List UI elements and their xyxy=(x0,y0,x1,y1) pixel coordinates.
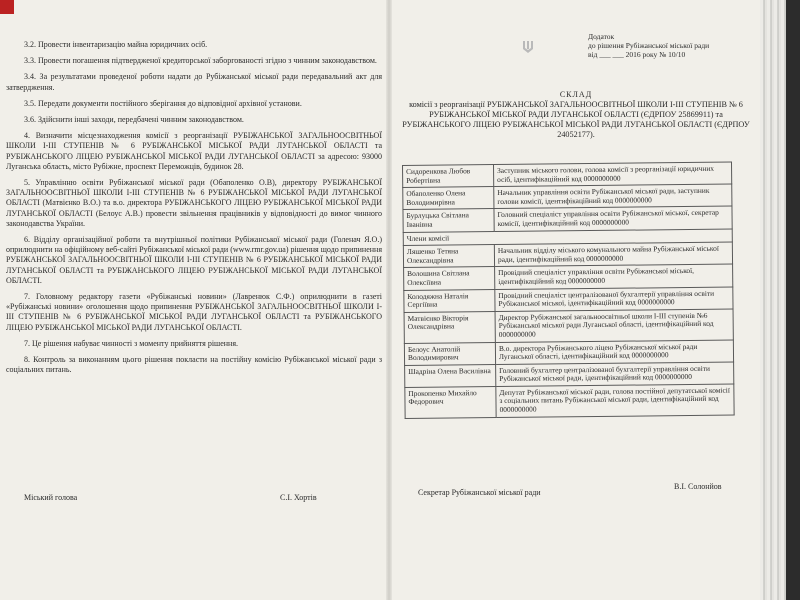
paragraph-3-5: 3.5. Передати документи постійного зберігання до відповідної архівної установи. xyxy=(24,98,302,108)
addendum-title: Додаток xyxy=(588,32,615,41)
member-role: Начальник відділу міського комунального майна Рубіжанської міської ради, ідентифікаційний код 0000000000 xyxy=(494,242,732,267)
member-name: Прокопенко Михайло Федорович xyxy=(405,386,496,418)
member-role: Заступник міського голови, голова комісії з реорганізації юридичних осіб, ідентифікаційний код 0000000000 xyxy=(494,162,732,187)
left-page xyxy=(6,40,382,381)
member-role: Депутат Рубіжанської міської ради, голова постійної депутатської комісії з соціальних питань Рубіжанської міської ради, ідентифікаційний код 0000000000 xyxy=(496,384,734,417)
page-edge-stack xyxy=(760,0,800,600)
composition-title-block xyxy=(398,90,754,140)
background-shadow xyxy=(786,0,800,600)
trident-emblem-icon xyxy=(522,40,534,54)
paragraph-3-2: 3.2. Провести інвентаризацію майна юридичних осіб. xyxy=(24,40,208,49)
member-name: Матвієнко Вікторія Олександрівна xyxy=(404,311,495,343)
composition-subtitle: комісії з реорганізації РУБІЖАНСЬКОЇ ЗАГАЛЬНООСВІТНЬОЇ ШКОЛИ І-ІІІ СТУПЕНІВ № 6 РУБІЖАНСЬКОЇ МІСЬКОЇ РАДИ ЛУГАНСЬКОЇ ОБЛАСТІ (ЄДРПОУ 25869911) та РУБІЖАНСЬКОГО ЛІЦЕЮ РУБІЖАНСЬКОЇ МІСЬКОЇ РАДИ ЛУГАНСЬКОЇ ОБЛАСТІ (ЄДРПОУ 24052177). xyxy=(402,100,750,139)
addendum-block xyxy=(588,32,753,59)
member-name: Бурлуцька Світлана Іванівна xyxy=(403,209,494,232)
paragraph-3-6: 3.6. Здійснити інші заходи, передбачені чинним законодавством. xyxy=(24,115,244,125)
addendum-date: від ___ ___ 2016 року № 10/10 xyxy=(588,50,686,59)
member-role: Провідний спеціаліст управління освіти Рубіжанської міської, ідентифікаційний код 0000000000 xyxy=(495,264,733,289)
paragraph-6: 6. Відділу організаційної роботи та внутрішньої політики Рубіжанської міської ради (Голенач Я.О.) оприлюднити на офіційному веб-сайті Рубіжанської міської ради (www.rmr.gov.ua) рішення щодо припинення РУБІЖАНСЬКОЇ ЗАГАЛЬНООСВІТНЬОЇ ШКОЛИ І-ІІІ СТУПЕНІВ № 6 РУБІЖАНСЬКОЇ МІСЬКОЇ РАДИ ЛУГАНСЬКОЇ ОБЛАСТІ та РУБІЖАНСЬКОГО ЛІЦЕЮ РУБІЖАНСЬКОЇ МІСЬКОЇ РАДИ ЛУГАНСЬКОЇ ОБЛАСТІ. xyxy=(6,235,382,285)
member-name: Шадріна Олена Василівна xyxy=(405,364,496,387)
paragraph-5: 5. Управлінню освіти Рубіжанської міської ради (Обаполенко О.В), директору РУБІЖАНСЬКОЇ ЗАГАЛЬНООСВІТНЬОЇ ШКОЛИ І-ІІІ СТУПЕНІВ № 6 РУБІЖАНСЬКОЇ МІСЬКОЇ РАДИ ЛУГАНСЬКОЇ ОБЛАСТІ (Матвієнко В.О.) та в.о. директора РУБІЖАНСЬКОГО ЛІЦЕЮ РУБІЖАНСЬКОЇ МІСЬКОЇ РАДИ ЛУГАНСЬКОЇ ОБЛАСТІ (Белоус А.В.) провести звільнення працівників у відповідності до вимог чинного законодавства України. xyxy=(6,178,382,228)
paragraph-7: 7. Головному редактору газети «Рубіжанські новини» (Лавренюк С.Ф.) оприлюднити в газеті «Рубіжанські новини» оголошення щодо припинення РУБІЖАНСЬКОЇ ЗАГАЛЬНООСВІТНЬОЇ ШКОЛИ І-ІІІ СТУПЕНІВ № 6 РУБІЖАНСЬКОЇ МІСЬКОЇ РАДИ ЛУГАНСЬКОЇ ОБЛАСТІ та РУБІЖАНСЬКОГО ЛІЦЕЮ РУБІЖАНСЬКОЇ МІСЬКОЇ РАДИ ЛУГАНСЬКОЇ ОБЛАСТІ. xyxy=(6,292,382,332)
member-name: Волошина Світлана Олексіївна xyxy=(404,267,495,290)
secretary-name: В.І. Солонйов xyxy=(674,482,722,491)
member-role: Начальник управління освіти Рубіжанської міської ради, заступник голови комісії, ідентифікаційний код 0000000000 xyxy=(494,184,732,209)
commission-table xyxy=(402,162,735,419)
member-role: Головний бухгалтер централізованої бухгалтерії управління освіти Рубіжанської міської ради, ідентифікаційний код 0000000000 xyxy=(496,362,734,387)
mayor-label: Міський голова xyxy=(24,493,78,502)
composition-title: СКЛАД xyxy=(559,90,593,99)
member-role: Головний спеціаліст управління освіти Рубіжанської міської, секретар комісії, ідентифікаційний код 0000000000 xyxy=(494,206,732,231)
addendum-decision: до рішення Рубіжанської міської ради xyxy=(588,41,710,50)
secretary-label: Секретар Рубіжанської міської ради xyxy=(418,488,541,497)
table-row xyxy=(405,384,734,418)
member-name: Белоус Анатолій Володимирович xyxy=(404,342,495,365)
member-role: Директор Рубіжанської загальноосвітньої школи І-ІІІ ступенів №6 Рубіжанської міської ради Луганської області, ідентифікаційний код 0000000000 xyxy=(495,309,733,342)
paragraph-7b: 7. Це рішення набуває чинності з моменту прийняття рішення. xyxy=(24,338,238,348)
member-name: Обаполенко Олена Володимирівна xyxy=(403,187,494,210)
members-header: Члени комісії xyxy=(403,229,732,246)
paragraph-3-3: 3.3. Провести погашення підтвердженої кредиторської заборгованості згідно з чинним законодавством. xyxy=(24,56,377,66)
member-role: В.о. директора Рубіжанського ліцею Рубіжанської міської ради Луганської області, ідентифікаційний код 0000000000 xyxy=(495,340,733,365)
member-name: Сидоренкова Любов Робертівна xyxy=(403,165,494,188)
mayor-name: С.І. Хортів xyxy=(280,493,317,502)
member-name: Ляшенко Тетяна Олександрівна xyxy=(403,245,494,268)
paragraph-3-4: 3.4. За результатами проведеної роботи надати до Рубіжанської міської ради передавальний акт для затвердження. xyxy=(6,72,382,92)
member-role: Провідний спеціаліст централізованої бухгалтерії управління освіти Рубіжанської міської, ідентифікаційний код 0000000000 xyxy=(495,287,733,312)
paragraph-8: 8. Контроль за виконанням цього рішення покласти на постійну комісію Рубіжанської міської ради з соціальних питань. xyxy=(6,355,382,375)
page-fold xyxy=(386,0,392,600)
table-row xyxy=(404,309,733,343)
corner-tab xyxy=(0,0,14,14)
member-name: Колодяжна Наталія Сергіївна xyxy=(404,289,495,312)
paragraph-4: 4. Визначити місцезнаходження комісії з реорганізації РУБІЖАНСЬКОЇ ЗАГАЛЬНООСВІТНЬОЇ ШКОЛИ І-ІІІ СТУПЕНІВ № 6 РУБІЖАНСЬКОЇ МІСЬКОЇ РАДИ ЛУГАНСЬКОЇ ОБЛАСТІ та РУБІЖАНСЬКОГО ЛІЦЕЮ РУБІЖАНСЬКОЇ МІСЬКОЇ РАДИ ЛУГАНСЬКОЇ ОБЛАСТІ за адресою: 93000 Луганська область, місто Рубіжне, проспект Переможців, будинок 28. xyxy=(6,131,382,171)
